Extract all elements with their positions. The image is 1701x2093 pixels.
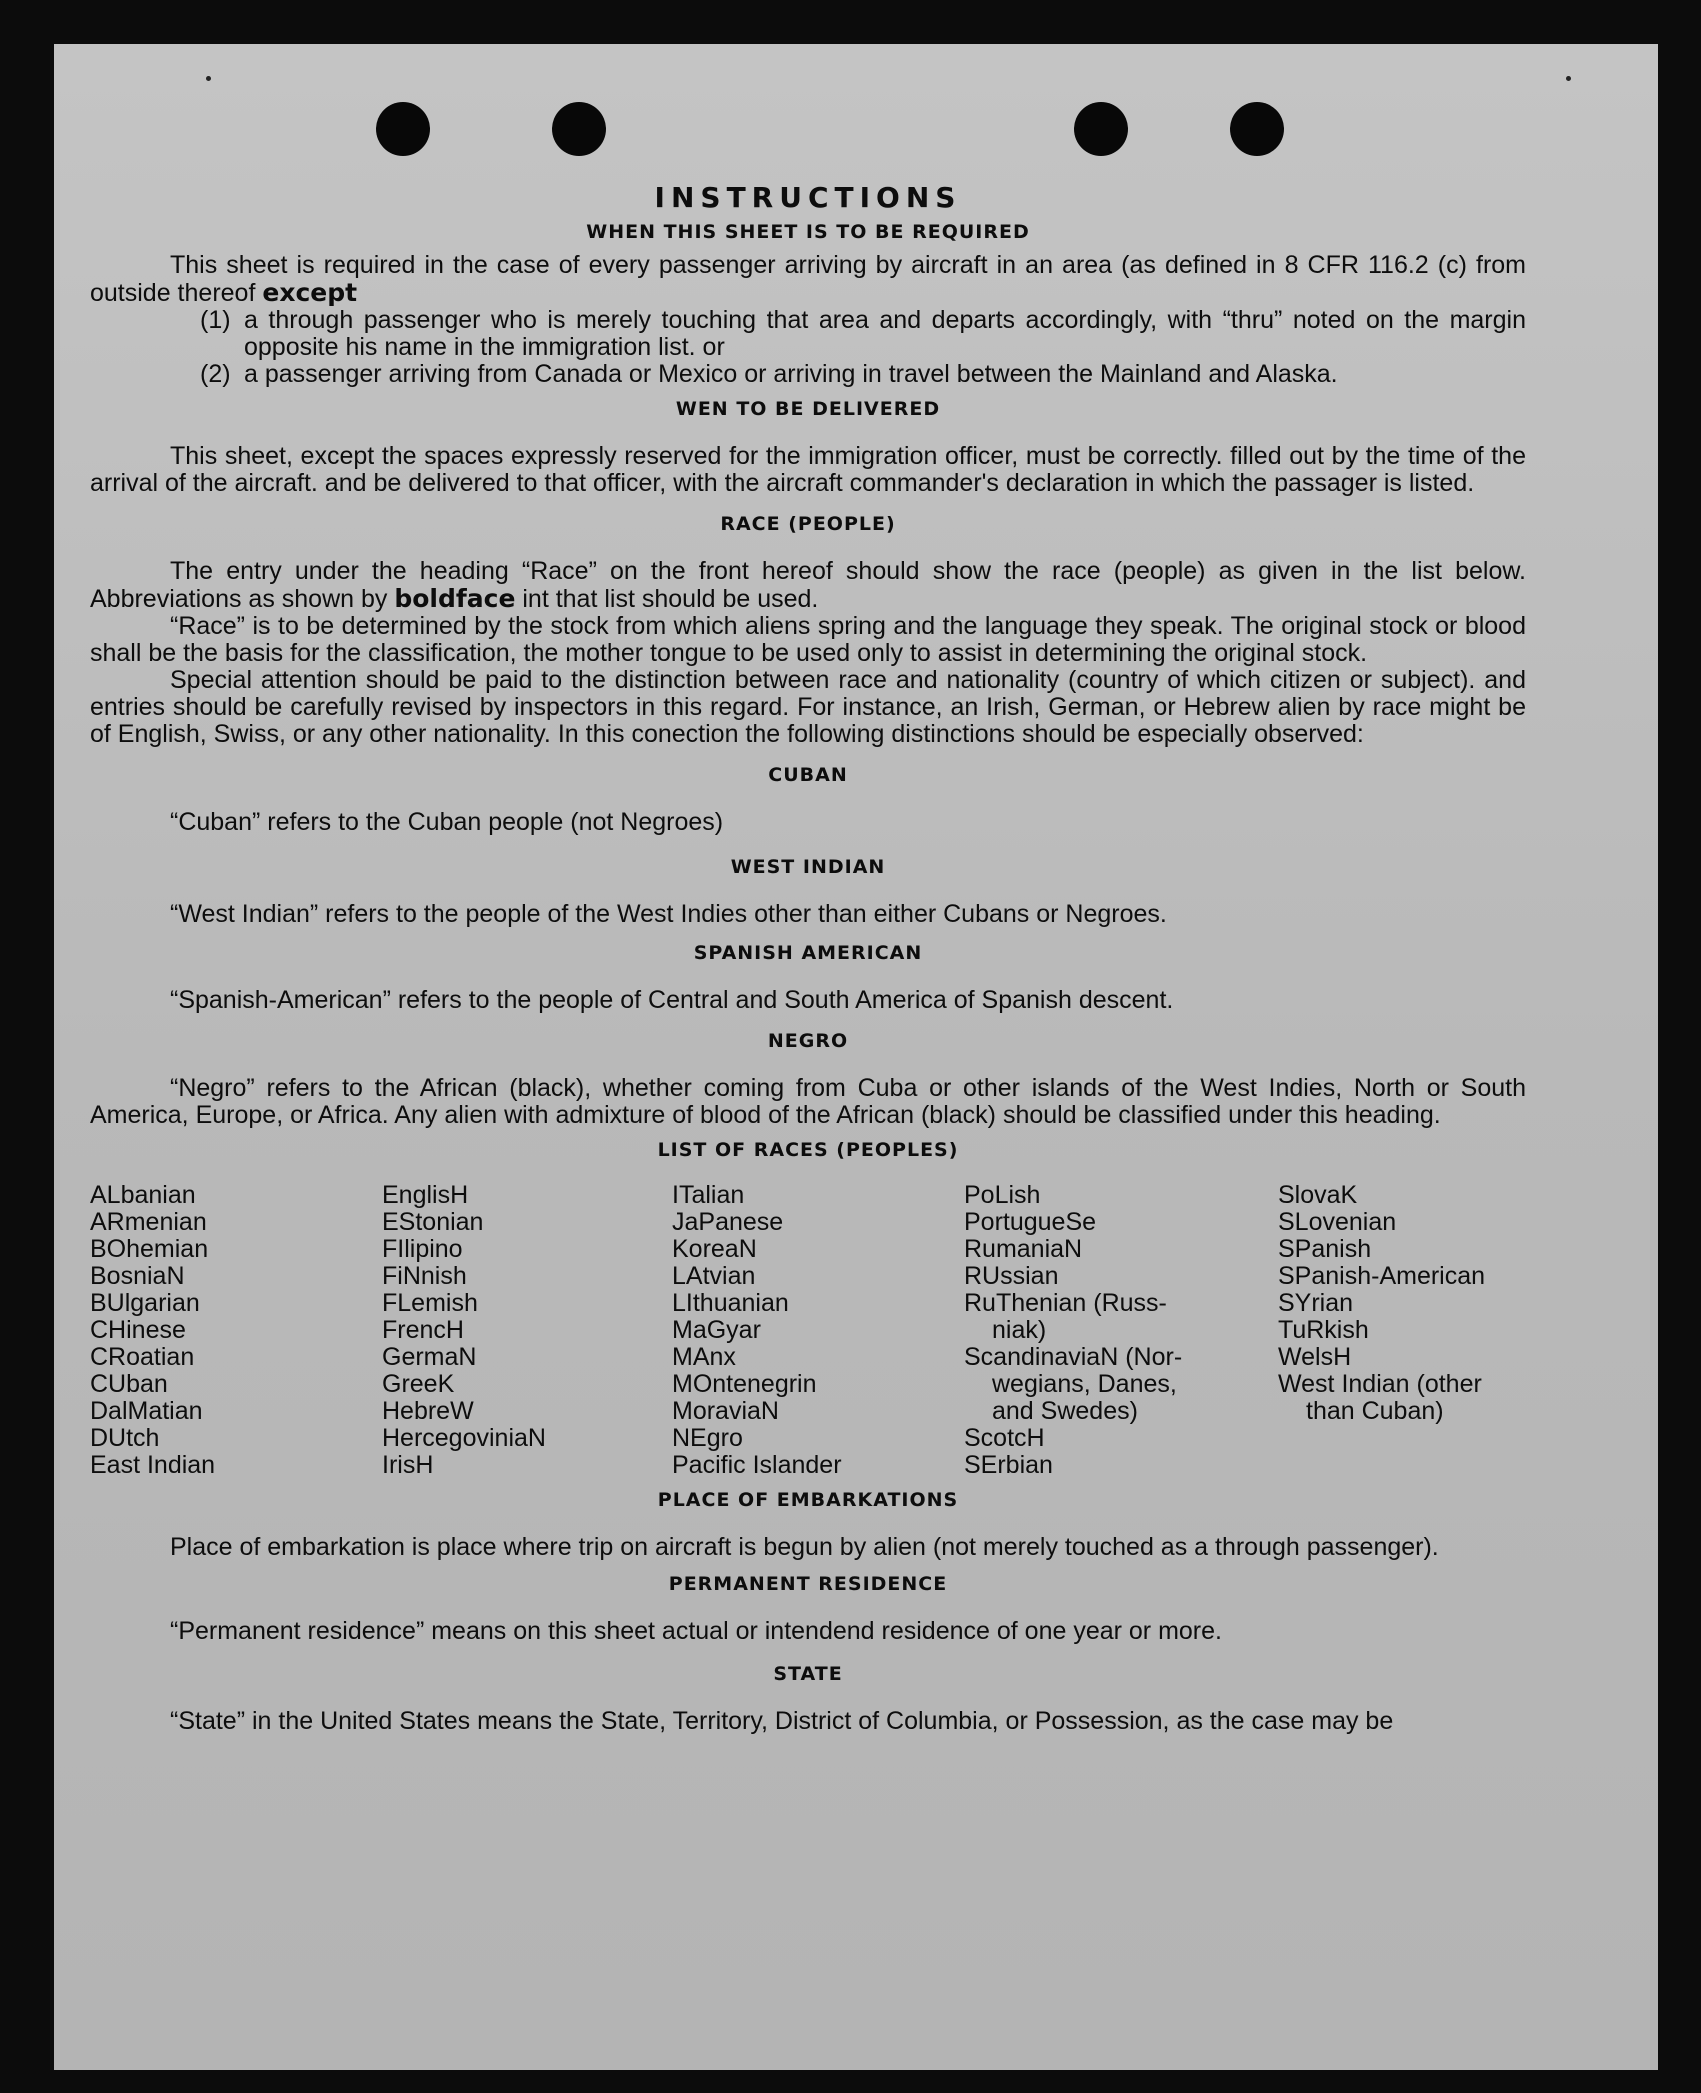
race-entry: ScotcH [964,1424,1045,1452]
race-entry: BUlgarian [90,1289,200,1317]
race-entry: West Indian (other [1278,1370,1482,1398]
negro-heading: NEGRO [767,1030,849,1052]
boldface-word: boldface [394,584,516,613]
negro-text: “Negro” refers to the African (black), whether coming from Cuba or other islands of the West Indies, North or South America, Europe, or Africa. Any alien with admixture of blood of the African (black) should be classified under this heading. [90,1074,1526,1129]
instructions-body [90,181,1526,1735]
binder-hole [1074,102,1128,156]
race-entry: LAtvian [672,1262,756,1290]
except-word: except [262,278,358,307]
races-column [672,1182,964,1479]
when-intro: This sheet is required in the case of every passenger arriving by aircraft in an area (as defined in 8 CFR 116.2 (c) from outside thereof except [90,251,1526,307]
race-entry: MaGyar [672,1316,761,1344]
race-entry: FIlipino [382,1235,463,1263]
races-column [964,1182,1278,1479]
race-paragraph-1: The entry under the heading “Race” on the front hereof should show the race (people) as given in the list below. Abbreviations as shown by boldface int that list should be used. [90,557,1526,613]
cuban-text: “Cuban” refers to the Cuban people (not Negroes) [170,808,724,836]
race-entry: SPanish-American [1278,1262,1486,1290]
race-entry: RUssian [964,1262,1059,1290]
race-entry: HercegoviniaN [382,1424,546,1452]
race-entry: CRoatian [90,1343,195,1371]
race-heading: RACE (PEOPLE) [720,513,896,535]
page-title: INSTRUCTIONS [654,181,962,214]
race-paragraph-2: “Race” is to be determined by the stock from which aliens spring and the language they speak. The original stock or blood shall be the basis for the classification, the mother tongue to be used only to assist in determining the original stock. [90,612,1526,667]
race-entry: NEgro [672,1424,743,1452]
west-indian-heading: WEST INDIAN [730,856,886,878]
race-entry: MOntenegrin [672,1370,817,1398]
binder-hole [376,102,430,156]
races-column [1278,1182,1526,1479]
race-entry: DalMatian [90,1397,203,1425]
binder-hole [1230,102,1284,156]
race-entry: ALbanian [90,1181,196,1209]
punch-mark [206,76,211,81]
list-of-races-heading: LIST OF RACES (PEOPLES) [657,1139,959,1161]
race-entry: MoraviaN [672,1397,779,1425]
race-entry: EnglisH [382,1181,469,1209]
race-entry: CUban [90,1370,168,1398]
race-entry: FLemish [382,1289,478,1317]
west-indian-text: “West Indian” refers to the people of the West Indies other than either Cubans or Negroes. [170,900,1167,928]
race-entry: BosniaN [90,1262,185,1290]
race-entry: GreeK [382,1370,455,1398]
race-entry: HebreW [382,1397,474,1425]
race-paragraph-3: Special attention should be paid to the distinction between race and nationality (country of which citizen or subject). and entries should be carefully revised by inspectors in this regard. For instance, an Irish, German, or Hebrew alien by race might be of English, Swiss, or any other nationality. In this conection the following distinctions should be especially observed: [90,666,1526,748]
race-entry: ITalian [672,1181,745,1209]
state-text: “State” in the United States means the State, Territory, District of Columbia, or Possession, as the case may be [170,1707,1394,1735]
race-entry: MAnx [672,1343,736,1371]
deliver-heading: WEN TO BE DELIVERED [675,398,941,420]
embarkation-heading: PLACE OF EMBARKATIONS [657,1489,959,1511]
race-entry: and Swedes) [992,1397,1138,1425]
race-entry: FiNnish [382,1262,467,1290]
binder-hole [552,102,606,156]
exception-item: (2) a passenger arriving from Canada or Mexico or arriving in travel between the Mainland and Alaska. [200,360,1338,388]
embarkation-text: Place of embarkation is place where trip on aircraft is begun by alien (not merely touched as a through passenger). [170,1533,1439,1561]
race-entry: SPanish [1278,1235,1372,1263]
race-entry: DUtch [90,1424,160,1452]
spanish-american-heading: SPANISH AMERICAN [693,942,923,964]
race-entry: RuThenian (Russ- [964,1289,1167,1317]
race-entry: LIthuanian [672,1289,789,1317]
race-entry: CHinese [90,1316,186,1344]
race-entry: FrencH [382,1316,464,1344]
race-entry: IrisH [382,1451,434,1479]
race-entry: than Cuban) [1306,1397,1444,1425]
punch-mark [1566,76,1571,81]
race-entry: ARmenian [90,1208,207,1236]
residence-text: “Permanent residence” means on this sheet actual or intendend residence of one year or more. [170,1617,1222,1645]
race-entry: EStonian [382,1208,484,1236]
state-heading: STATE [773,1663,843,1685]
race-entry: RumaniaN [964,1235,1083,1263]
race-entry: SErbian [964,1451,1053,1479]
races-column [90,1182,382,1479]
residence-heading: PERMANENT RESIDENCE [668,1573,948,1595]
deliver-text: This sheet, except the spaces expressly reserved for the immigration officer, must be correctly. filled out by the time of the arrival of the aircraft. and be delivered to that officer, with the aircraft commander's declaration in which the passager is listed. [90,442,1526,497]
race-entry: TuRkish [1278,1316,1369,1344]
race-entry: East Indian [90,1451,216,1479]
race-entry: WelsH [1278,1343,1352,1371]
race-entry: BOhemian [90,1235,209,1263]
races-column [382,1182,672,1479]
document-page [54,44,1658,2070]
race-entry: Pacific Islander [672,1451,842,1479]
exception-item: (1) a through passenger who is merely touching that area and departs accordingly, with “thru” noted on the margin opposite his name in the immigration list. or [200,306,1526,361]
race-entry: SLovenian [1278,1208,1397,1236]
race-entry: niak) [992,1316,1047,1344]
cuban-heading: CUBAN [768,764,848,786]
race-entry: KoreaN [672,1235,757,1263]
race-entry: SYrian [1278,1289,1354,1317]
race-entry: PoLish [964,1181,1041,1209]
race-entry: GermaN [382,1343,477,1371]
when-heading: WHEN THIS SHEET IS TO BE REQUIRED [586,221,1030,243]
race-entry: ScandinaviaN (Nor- [964,1343,1183,1371]
spanish-american-text: “Spanish-American” refers to the people of Central and South America of Spanish descent. [170,986,1174,1014]
race-entry: SlovaK [1278,1181,1358,1209]
race-entry: JaPanese [672,1208,784,1236]
races-list [90,1182,1526,1479]
race-entry: PortugueSe [964,1208,1097,1236]
race-entry: wegians, Danes, [992,1370,1177,1398]
